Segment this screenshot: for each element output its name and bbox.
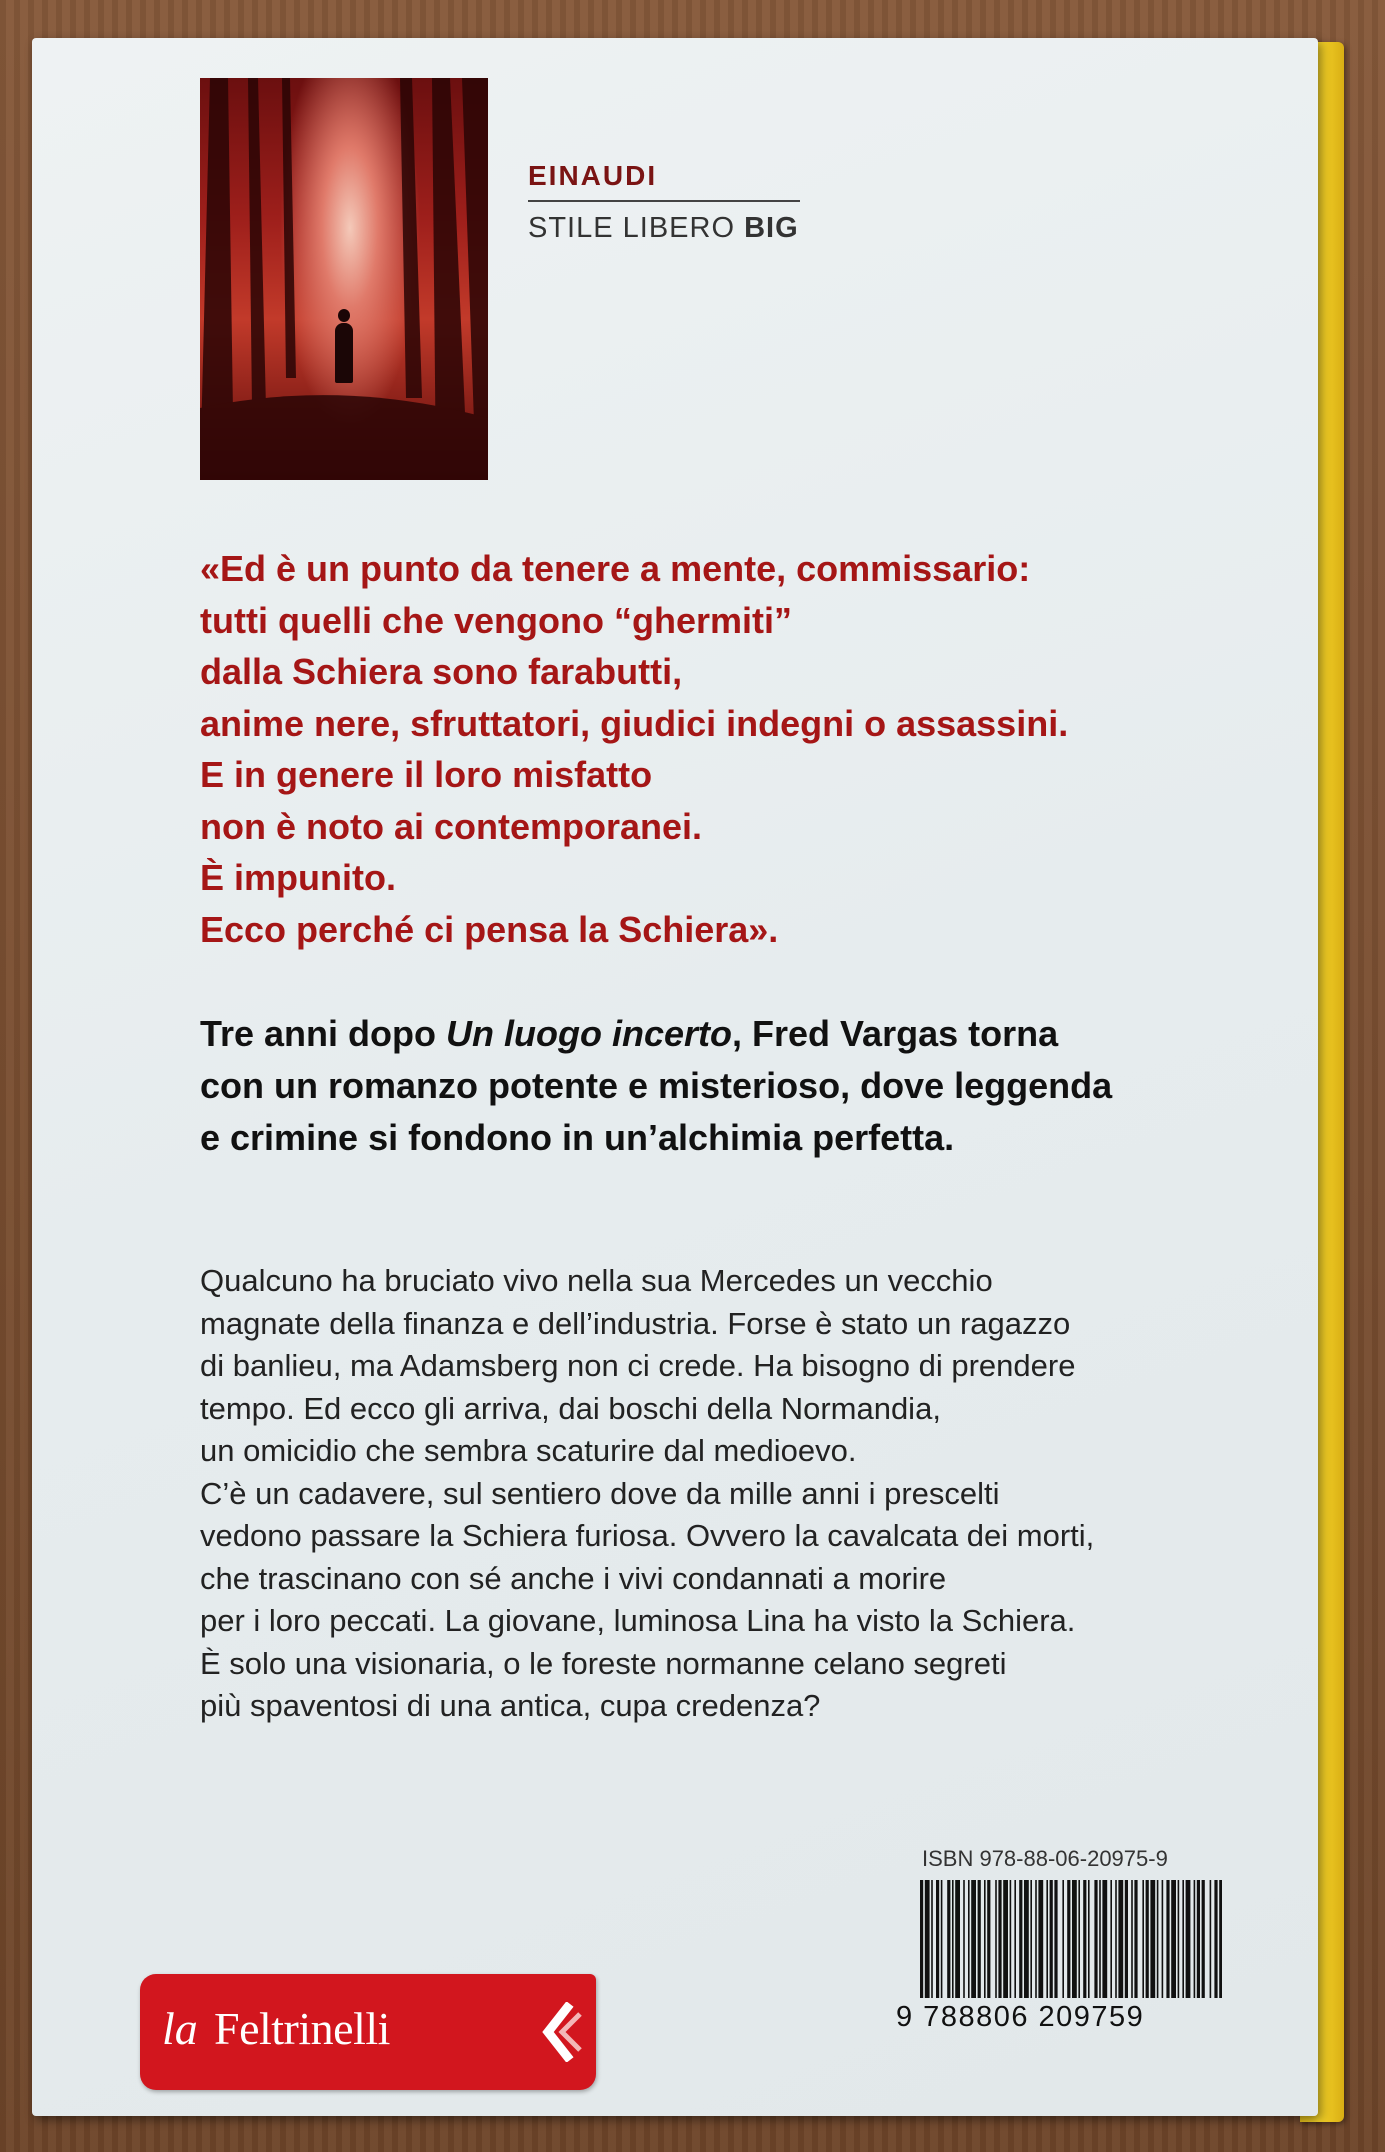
quote-line: non è noto ai contemporanei.	[200, 805, 703, 847]
barcode-bar	[1003, 1880, 1008, 1998]
barcode-bar	[1197, 1880, 1200, 1998]
barcode-bar	[1050, 1880, 1053, 1998]
isbn-label: ISBN 978-88-06-20975-9	[922, 1846, 1168, 1871]
synopsis-line: magnate della finanza e dell’industria. Forse è stato un ragazzo	[200, 1305, 1071, 1341]
barcode-icon	[918, 1880, 1222, 1998]
barcode-bar	[1182, 1880, 1184, 1998]
barcode-bar	[968, 1880, 970, 1998]
barcode-bar	[1046, 1880, 1048, 1998]
synopsis-line: È solo una visionaria, o le foreste normanne celano segreti	[200, 1645, 1007, 1681]
publisher-brand	[528, 160, 800, 245]
barcode-bar	[1030, 1880, 1032, 1998]
synopsis-line: vedono passare la Schiera furiosa. Ovvero la cavalcata dei morti,	[200, 1518, 1095, 1553]
blurb-line: e crimine si fondono in un’alchimia perfetta.	[200, 1117, 955, 1158]
red-quote	[200, 543, 1280, 955]
barcode-bar	[1062, 1880, 1064, 1998]
barcode-bar	[941, 1880, 943, 1998]
cover-thumbnail-image	[200, 78, 488, 480]
barcode-bar	[1102, 1880, 1107, 1998]
barcode-bar	[1202, 1880, 1205, 1998]
barcode-bar	[1115, 1880, 1117, 1998]
series-name	[528, 212, 800, 245]
walking-figure-icon	[335, 323, 353, 383]
synopsis-line: di banlieu, ma Adamsberg non ci crede. Ha bisogno di prendere	[200, 1348, 1076, 1383]
barcode-bar	[1214, 1880, 1217, 1998]
synopsis-line: per i loro peccati. La giovane, luminosa Lina ha visto la Schiera.	[200, 1603, 1076, 1638]
quote-line: È impunito.	[200, 857, 396, 898]
synopsis-line: Qualcuno ha bruciato vivo nella sua Mercedes un vecchio	[200, 1263, 993, 1298]
synopsis-line: un omicidio che sembra scaturire dal medioevo.	[200, 1433, 857, 1468]
barcode-bar	[1219, 1880, 1222, 1998]
barcode-bar	[963, 1880, 965, 1998]
quote-line: anime nere, sfruttatori, giudici indegni o assassini.	[200, 702, 1069, 744]
barcode-bar	[978, 1880, 981, 1998]
quote-line: tutti quelli che vengono “ghermiti”	[200, 599, 793, 641]
barcode-bar	[995, 1880, 997, 1998]
publisher-name: EINAUDI	[528, 160, 800, 202]
barcode-bar	[1038, 1880, 1043, 1998]
barcode-bar	[1157, 1880, 1159, 1998]
barcode-bar	[1110, 1880, 1112, 1998]
blurb-title: Un luogo incerto	[446, 1013, 732, 1054]
barcode-bar	[1162, 1880, 1164, 1998]
barcode-bar	[1078, 1880, 1080, 1998]
barcode-bar	[1150, 1880, 1155, 1998]
barcode-bar	[920, 1880, 923, 1998]
series-bold-label: BIG	[744, 212, 799, 244]
barcode-bar	[1210, 1880, 1212, 1998]
bold-blurb	[200, 1008, 1280, 1164]
blurb-post: , Fred Vargas torna	[732, 1013, 1059, 1054]
series-label: STILE LIBERO	[528, 212, 736, 244]
logo-la: la	[162, 2003, 198, 2054]
barcode-bar	[1083, 1880, 1086, 1998]
barcode-bar	[1014, 1880, 1016, 1998]
barcode-bar	[1142, 1880, 1144, 1998]
feltrinelli-chevron-icon	[540, 2002, 584, 2062]
barcode-bar	[947, 1880, 950, 1998]
barcode-bar	[1131, 1880, 1133, 1998]
barcode-bar	[1094, 1880, 1097, 1998]
barcode-bar	[1125, 1880, 1128, 1998]
quote-line: dalla Schiera sono farabutti,	[200, 651, 683, 692]
synopsis-line: che trascinano con sé anche i vivi condannati a morire	[200, 1560, 947, 1596]
logo-name: Feltrinelli	[214, 2003, 390, 2054]
barcode-bar	[1134, 1880, 1137, 1998]
barcode-bar	[1054, 1880, 1057, 1998]
feltrinelli-logo	[140, 1974, 596, 2090]
barcode-bar	[1194, 1880, 1196, 1998]
barcode-bar	[936, 1880, 939, 1998]
blurb-line	[200, 1008, 1280, 1060]
barcode-bar	[998, 1880, 1001, 1998]
synopsis-line: C’è un cadavere, sul sentiero dove da mille anni i prescelti	[200, 1475, 1000, 1511]
barcode-bar	[984, 1880, 986, 1998]
synopsis	[200, 1260, 1280, 1728]
barcode-bar	[1146, 1880, 1149, 1998]
barcode-bar	[1072, 1880, 1077, 1998]
barcode-digits: 9 788806 209759	[896, 2001, 1145, 2033]
forest-trees-icon	[200, 78, 488, 480]
barcode-bar	[1024, 1880, 1029, 1998]
barcode-bar	[1088, 1880, 1090, 1998]
book-back-cover	[32, 38, 1318, 2116]
barcode-bar	[952, 1880, 954, 1998]
barcode-bar	[1166, 1880, 1169, 1998]
barcode-bar	[1067, 1880, 1070, 1998]
barcode-bar	[1118, 1880, 1123, 1998]
quote-line: E in genere il loro misfatto	[200, 754, 653, 795]
barcode-bar	[1099, 1880, 1101, 1998]
barcode-bar	[1178, 1880, 1180, 1998]
synopsis-line: tempo. Ed ecco gli arriva, dai boschi della Normandia,	[200, 1390, 941, 1426]
barcode-bar	[1186, 1880, 1191, 1998]
blurb-pre: Tre anni dopo	[200, 1013, 447, 1054]
barcode-bar	[1010, 1880, 1012, 1998]
barcode-bar	[987, 1880, 990, 1998]
barcode-bar	[1035, 1880, 1037, 1998]
barcode-bar	[1171, 1880, 1176, 1998]
barcode-bar	[971, 1880, 976, 1998]
synopsis-line: più spaventosi di una antica, cupa credenza?	[200, 1688, 821, 1723]
quote-line: Ecco perché ci pensa la Schiera».	[200, 908, 779, 950]
barcode-bar	[925, 1880, 930, 1998]
quote-line: «Ed è un punto da tenere a mente, commissario:	[200, 548, 1031, 589]
barcode-bar	[955, 1880, 960, 1998]
barcode-bar	[931, 1880, 933, 1998]
blurb-line: con un romanzo potente e misterioso, dove leggenda	[200, 1065, 1113, 1106]
barcode-bar	[1019, 1880, 1022, 1998]
